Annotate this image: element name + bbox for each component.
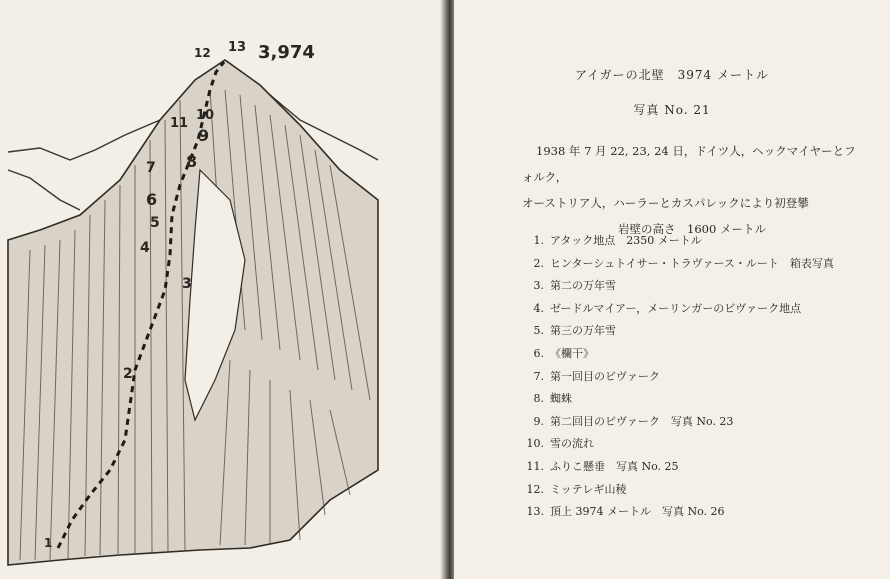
route-point-list xyxy=(522,230,862,524)
intro-line: 1938 年 7 月 22, 23, 24 日，ドイツ人，ヘックマイヤーとフォルク， xyxy=(522,144,856,184)
list-number: 1. xyxy=(533,234,544,247)
intro-paragraph xyxy=(522,138,862,242)
list-item xyxy=(522,388,862,411)
list-text: アタック地点 2350 メートル xyxy=(550,234,702,247)
list-text: ふりこ懸垂 写真 No. 25 xyxy=(550,459,679,473)
page-title: アイガーの北壁 3974 メートル xyxy=(575,68,769,82)
route-marker: 13 xyxy=(228,40,247,55)
list-text: ゼードルマイアー，メーリンガーのビヴァーク地点 xyxy=(550,301,802,315)
list-item xyxy=(522,456,862,479)
list-text: ヒンターシュトイサー・トラヴァース・ルート 箱表写真 xyxy=(550,256,834,270)
list-item xyxy=(522,298,862,321)
list-number: 13. xyxy=(526,505,544,519)
summit-altitude-label: 3,974 xyxy=(258,42,315,63)
list-number: 9. xyxy=(533,414,544,428)
list-item xyxy=(522,253,862,276)
route-marker: 6 xyxy=(146,190,158,209)
route-marker: 9 xyxy=(198,126,210,145)
route-marker: 4 xyxy=(140,240,150,256)
route-marker: 5 xyxy=(150,215,160,231)
list-item xyxy=(522,230,862,253)
route-marker: 8 xyxy=(186,152,198,171)
list-item xyxy=(522,433,862,456)
list-text: 《欄干》 xyxy=(550,346,594,360)
list-number: 2. xyxy=(533,256,544,270)
list-text: 第二の万年雪 xyxy=(550,279,616,293)
list-text: ミッテレギ山稜 xyxy=(550,482,627,496)
list-item xyxy=(522,343,862,366)
list-item xyxy=(522,366,862,389)
list-text: 第三の万年雪 xyxy=(550,324,616,338)
route-marker: 1 xyxy=(44,536,53,550)
list-number: 11. xyxy=(526,459,544,473)
list-item xyxy=(522,501,862,524)
route-marker: 2 xyxy=(123,366,133,382)
list-number: 10. xyxy=(526,437,544,451)
list-number: 12. xyxy=(526,482,544,496)
route-marker: 10 xyxy=(196,108,215,123)
list-text: 蜘蛛 xyxy=(550,392,572,406)
list-item xyxy=(522,320,862,343)
list-number: 5. xyxy=(533,324,544,338)
list-text: 頂上 3974 メートル 写真 No. 26 xyxy=(550,505,725,519)
list-text: 雪の流れ xyxy=(550,437,594,451)
list-item xyxy=(522,275,862,298)
list-item xyxy=(522,411,862,434)
list-text: 第二回目のビヴァーク 写真 No. 23 xyxy=(550,414,734,428)
list-number: 6. xyxy=(533,346,544,360)
route-marker: 7 xyxy=(146,160,156,176)
list-number: 4. xyxy=(533,301,544,315)
list-item xyxy=(522,479,862,502)
photo-reference: 写真 No. 21 xyxy=(633,103,711,117)
route-marker: 11 xyxy=(170,116,189,131)
list-number: 7. xyxy=(533,369,544,383)
list-text: 第一回目のビヴァーク xyxy=(550,369,660,383)
list-number: 3. xyxy=(533,279,544,293)
route-marker: 12 xyxy=(194,46,211,60)
route-marker: 3 xyxy=(182,276,192,292)
list-number: 8. xyxy=(533,392,544,406)
intro-line: オーストリア人，ハーラーとカスパレックにより初登攀 xyxy=(522,196,809,210)
intro-line: 岩壁の高さ 1600 メートル xyxy=(618,222,766,236)
